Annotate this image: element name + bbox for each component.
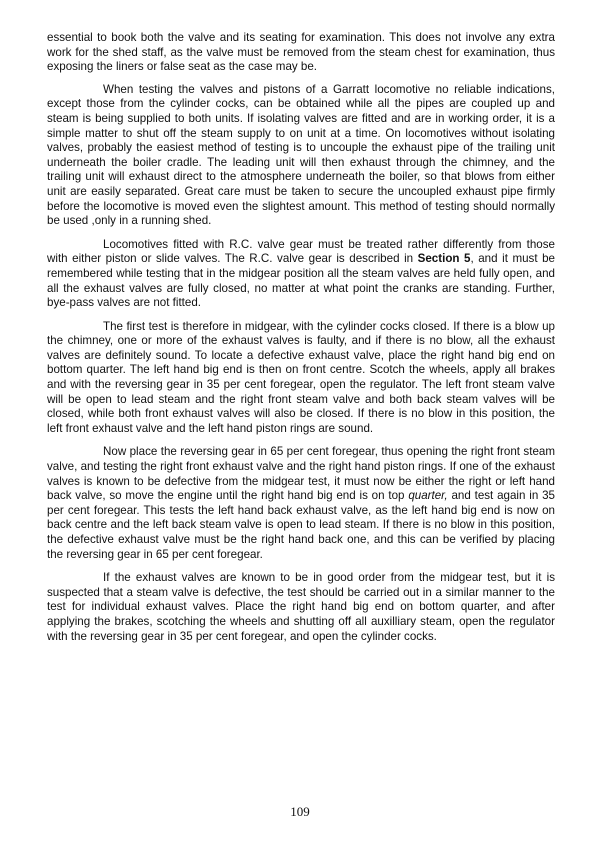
paragraph-6-text: If the exhaust valves are known to be in good order from the midgear test, but it is suspected that a steam valve is defective, the test should be carried out in a similar manner to the test for individual exhaust valves. Place the right hand big end on bottom quarter, and after applying the brakes, scotching the wheels and shutting off all auxilliary steam, open the regulator with the reversing gear in 35 per cent foregear, and open the cylinder cocks. [47, 571, 555, 643]
page-number: 109 [290, 804, 310, 819]
paragraph-3-text-b: , and it must be remembered while testing that in the midgear position all the steam valves are held fully open, and all the exhaust valves are fully closed, no matter at what point the cranks are standing. Further, bye-pass valves are not fitted. [47, 252, 555, 310]
italic-quarter: quarter, [408, 489, 448, 503]
paragraph-4-text: The first test is therefore in midgear, with the cylinder cocks closed. If there is a blow up the chimney, one or more of the exhaust valves is faulty, and if there is no blow, all the exhaust valves are definitely sound. To locate a defective exhaust valve, place the right hand big end on bottom quarter. The left hand big end is then on front centre. Scotch the wheels, apply all brakes and with the reversing gear in 35 per cent foregear, open the regulator. The left front steam valve will be open to lead steam and the right front steam valve and both back steam valves will be closed, while both front exhaust valves will also be closed. If there is no blow in this position, the left front exhaust valve and the left hand piston rings are sound. [47, 319, 555, 435]
paragraph-4 [47, 320, 555, 437]
paragraph-3 [47, 238, 555, 311]
paragraph-5 [47, 445, 555, 562]
section-reference: Section 5 [417, 252, 471, 266]
page-body [47, 31, 555, 653]
paragraph-1 [47, 31, 555, 75]
paragraph-5-text-b: and test again in 35 per cent foregear. This tests the left hand back exhaust valve, as the left hand big end is now on back centre and the left back steam valve is open to lead steam. If there is no blow in this position, the defective exhaust valve must be the right hand back one, and this can be verified by placing the reversing gear in 65 per cent foregear. [47, 489, 555, 561]
paragraph-2-text: When testing the valves and pistons of a Garratt locomotive no reliable indications, except those from the cylinder cocks, can be obtained while all the pipes are coupled up and steam is being supplied to both units. If isolating valves are fitted and are in working order, it is a simple matter to shut off the steam supply to on unit at a time. On locomotives without isolating valves, probably the easiest method of testing is to uncouple the exhaust pipe of the trailing unit underneath the boiler cradle. The leading unit will then exhaust through the chimney, and the trailing unit will exhaust direct to the atmosphere underneath the boiler, so that blows from either unit are easily separated. Great care must be taken to secure the uncoupled exhaust pipe firmly before the locomotive is moved even the slightest amount. This method of testing should normally be used ,only in a running shed. [47, 82, 555, 228]
paragraph-6 [47, 571, 555, 644]
paragraph-1-text: essential to book both the valve and its seating for examination. This does not involve any extra work for the shed staff, as the valve must be removed from the steam chest for examination, thus exposing the liners or false seat as the case may be. [47, 31, 555, 74]
paragraph-2 [47, 83, 555, 229]
paragraph-5-text-a: Now place the reversing gear in 65 per cent foregear, thus opening the right front steam valve, and testing the right front exhaust valve and the right hand piston rings. If one of the exhaust valves is known to be defective from the midgear test, it must now be either the right or left hand back valve, so move the engine until the right hand big end is on top [47, 445, 555, 503]
paragraph-3-text-a: Locomotives fitted with R.C. valve gear must be treated rather differently from those with either piston or slide valves. The R.C. valve gear is described in [47, 237, 555, 266]
